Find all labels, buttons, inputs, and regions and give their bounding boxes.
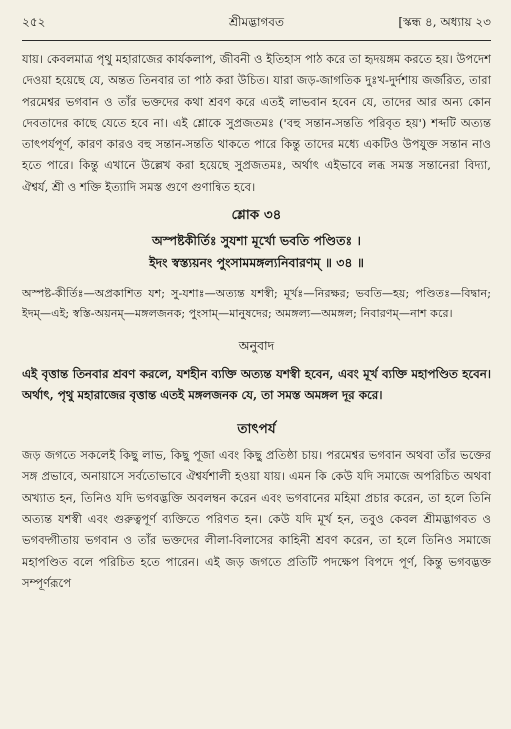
purport-heading: তাৎপর্য [237,421,276,438]
page-number: ২৫২ [22,15,46,29]
translation: এই বৃত্তান্ত তিনবার শ্রবণ করলে, যশহীন ব্যক্তি অত্যন্ত যশস্বী হবেন, এবং মূর্খ ব্যক্তি মহাপণ্ডিত হবেন। অর্থাৎ, পৃথু মহারাজের বৃত্তান্ত এতই মঙ্গলজনক যে, তা সমস্ত অমঙ্গল দূর করে। [22,367,491,403]
section-label: [স্কন্ধ ৪, অধ্যায় ২৩ [398,15,491,29]
intro-paragraph: যায়। কেবলমাত্র পৃথু মহারাজের কার্যকলাপ, জীবনী ও ইতিহাস পাঠ করে তা হৃদয়ঙ্গম করতে হয়। উপদেশ দেওয়া হয়েছে যে, অন্তত তিনবার তা পাঠ করা উচিত। যারা জড়-জাগতিক দুঃখ-দুর্দশায় জর্জরিত, তারা পরমেশ্বর ভগবান ও তাঁর ভক্তদের কথা শ্রবণ করে এতই লাভবান হবেন যে, তাদের আর অন্য কোন দেবতাদের কাছে যেতে হবে না। এই শ্লোকে সুপ্রজতমঃ ('বহু সন্তান-সন্ততি পরিবৃত হয়') শব্দটি অত্যন্ত তাৎপর্যপূর্ণ, কারণ কারও বহু সন্তান-সন্ততি থাকতে পারে কিন্তু তাদের মধ্যে একটিও উপযুক্ত সন্তান নাও হতে পারে। কিন্তু এখানে উল্লেখ করা হয়েছে সুপ্রজতমঃ, অর্থাৎ এইভাবে লব্ধ সমস্ত সন্তানেরা বিদ্যা, ঐশ্বর্য, শ্রী ও শক্তি ইত্যাদি সমস্ত গুণে গুণান্বিত হবে। [22,52,491,194]
translation-heading: অনুবাদ [238,338,275,354]
synonyms: অস্পষ্ট-কীর্তিঃ—অপ্রকাশিত যশ; সু-যশাঃ—অত্যন্ত যশস্বী; মূর্খঃ—নিরক্ষর; ভবতি—হয়; পণ্ডিতঃ—বিদ্বান; ইদম্—এই; স্বস্তি-অয়নম্—মঙ্গলজনক; পুংসাম্—মানুষদের; অমঙ্গল্য—অমঙ্গল; নিবারণম্—নাশ করে। [22,287,491,321]
verse-line-2: ইদং স্বস্ত্যয়নং পুংসামমঙ্গল্যনিবারণম্ ॥ ৩৪ ॥ [149,255,364,271]
book-title: শ্রীমদ্ভাগবত [228,15,284,29]
purport: জড় জগতে সকলেই কিছু লাভ, কিছু পূজা এবং কিছু প্রতিষ্ঠা চায়। পরমেশ্বর ভগবান অথবা তাঁর ভক্তের সঙ্গ প্রভাবে, অনায়াসে সর্বতোভাবে ঐশ্বর্যশালী হওয়া যায়। এমন কি কেউ যদি সমাজে অপরিচিত অথবা অখ্যাত হন, তিনিও যদি ভগবদ্ভক্তি অবলম্বন করেন এবং ভগবানের মহিমা প্রচার করেন, তা হলে তিনি অত্যন্ত যশস্বী এবং গুরুত্বপূর্ণ ব্যক্তিতে পরিণত হন। কেউ যদি মূর্খ হন, তবুও কেবল শ্রীমদ্ভাগবত ও ভগবদ্গীতায় ভগবান ও তাঁর ভক্তদের লীলা-বিলাসের কাহিনী শ্রবণ করেন, তা হলে তিনিও সমাজে মহাপণ্ডিত বলে পরিচিত হতে পারেন। এই জড় জগতে প্রতিটি পদক্ষেপ বিপদে পূর্ণ, কিন্তু ভগবদ্ভক্ত সম্পূর্ণরূপে [22,448,491,590]
header-rule [22,40,491,41]
verse-line-1: অস্পষ্টকীর্তিঃ সুযশা মূর্খো ভবতি পণ্ডিতঃ । [151,233,362,249]
verse-heading: শ্লোক ৩৪ [231,207,282,224]
page-header [22,14,491,34]
